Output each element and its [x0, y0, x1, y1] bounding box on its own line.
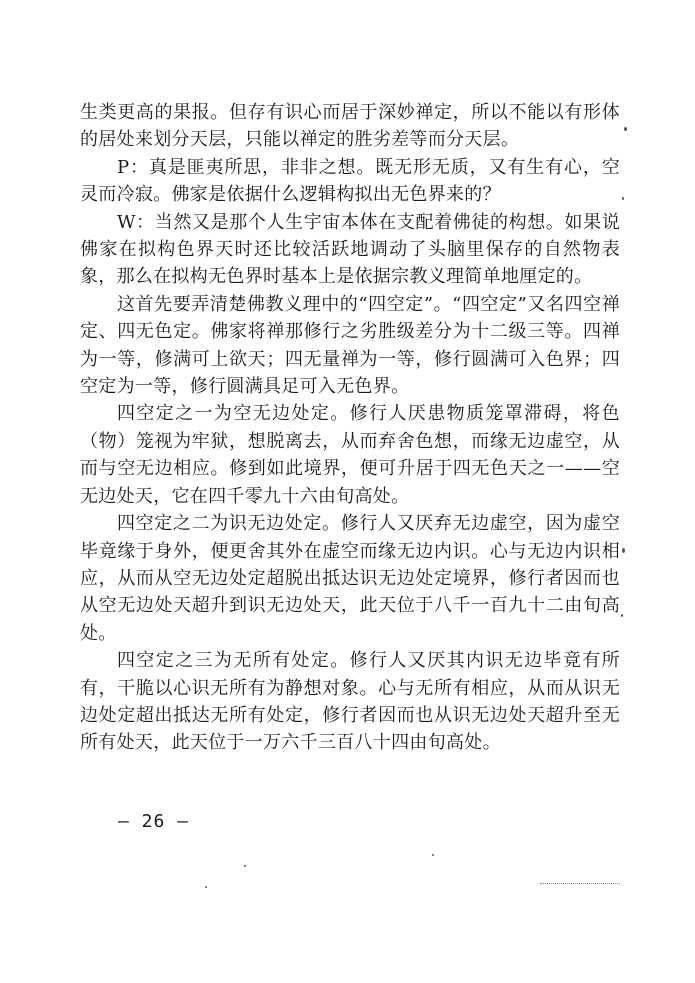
paragraph-6: 四空定之二为识无边处定。修行人又厌弃无边虚空，因为虚空毕竟缘于身外，便更舍其外在虚空而缘无边内识。心与无边内识相应，从而从空无边处定超脱出抵达识无边处定境界，修行者因而也从空无边处天超升到识无边处天，此天位于八千一百九十二由旬高处。 [80, 513, 620, 644]
paragraph-5: 四空定之一为空无边处定。修行人厌患物质笼罩滞碍，将色（物）笼视为牢狱，想脱离去，从而弃舍色想，而缘无边虚空，从而与空无边相应。修到如此境界，便可升居于四无色天之一——空无边处天，它在四千零九十六由旬高处。 [80, 403, 620, 507]
scan-speck [622, 548, 625, 553]
scan-speck [432, 854, 434, 856]
scan-speck [622, 197, 624, 200]
body-text [80, 99, 620, 757]
paragraph-3: W：当然又是那个人生宇宙本体在支配着佛徒的构想。如果说佛家在拟构色界天时还比较活跃地调动了头脑里保存的自然物表象，那么在拟构无色界时基本上是依据宗教义理简单地厘定的。 [80, 211, 620, 288]
scan-artifact-line [540, 883, 620, 885]
scan-speck [624, 127, 627, 131]
paragraph-1: 生类更高的果报。但存有识心而居于深妙禅定，所以不能以有形体的居处来划分天层，只能以禅定的胜劣差等而分天层。 [80, 102, 620, 151]
paragraph-4: 这首先要弄清楚佛教义理中的“四空定”。“四空定”又名四空禅定、四无色定。佛家将禅那修行之劣胜级差分为十二级三等。四禅为一等，修满可上欲天；四无量禅为一等，修行圆满可入色界；四空定为一等，修行圆满具足可入无色界。 [80, 293, 620, 398]
paragraph-2: P：真是匪夷所思，非非之想。既无形无质，又有生有心，空灵而冷寂。佛家是依据什么逻辑构拟出无色界来的？ [80, 156, 620, 206]
paragraph-7: 四空定之三为无所有处定。修行人又厌其内识无边毕竟有所有，干脆以心识无所有为静想对象。心与无所有相应，从而从识无边处定超出抵达无所有处定，修行者因而也从识无边处天超升至无所有处天，此天位于一万六千三百八十四由旬高处。 [80, 650, 620, 754]
scan-speck [621, 614, 623, 617]
scan-speck [244, 865, 246, 867]
scan-speck [205, 886, 207, 888]
page-number: — 26 — [118, 811, 190, 832]
